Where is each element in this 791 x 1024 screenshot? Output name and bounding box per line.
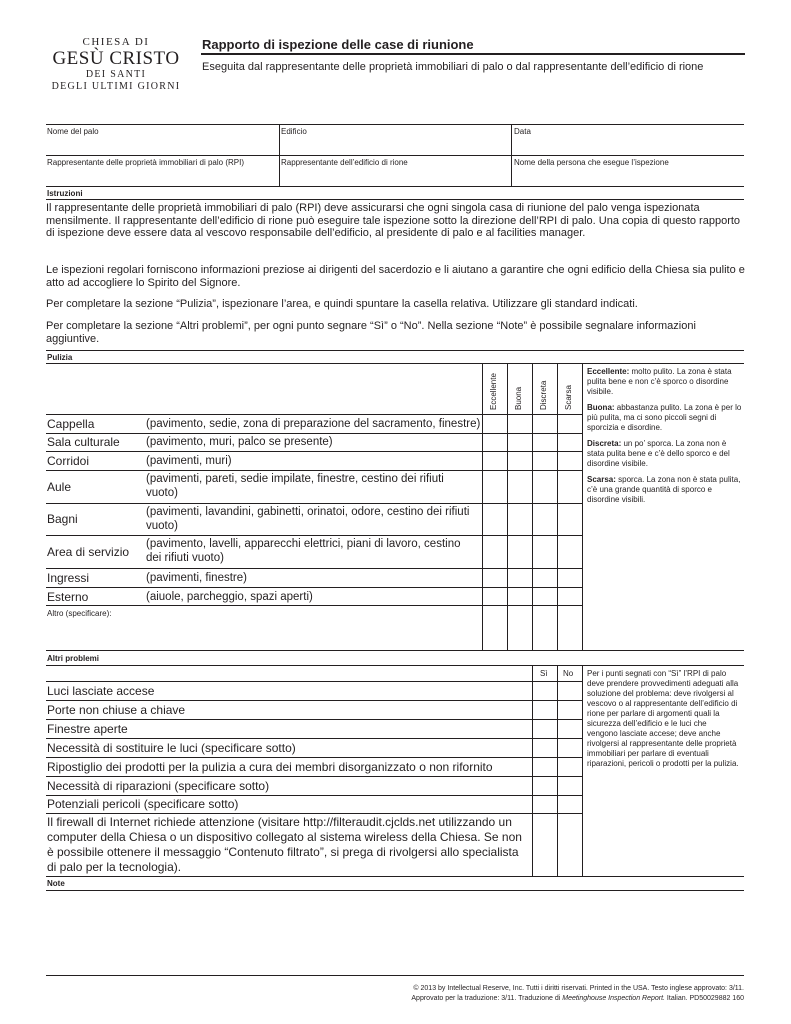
altri-row-rule — [46, 813, 583, 814]
logo-line-4: DEGLI ULTIMI GIORNI — [51, 81, 181, 92]
istruzioni-rule — [46, 199, 744, 200]
pulizia-checkbox[interactable] — [483, 588, 507, 605]
si-checkbox[interactable] — [533, 796, 557, 813]
section-label-istruzioni: Istruzioni — [47, 189, 83, 198]
altri-row-rule — [46, 681, 583, 682]
altri-row-rule — [46, 776, 583, 777]
altri-sostituire-luci: Necessità di sostituire le luci (specificare sotto) — [47, 741, 296, 755]
pulizia-area-sala: Sala culturale — [47, 435, 120, 449]
istruzioni-p1: Il rappresentante delle proprietà immobiliari di palo (RPI) deve assicurarsi che ogni singola casa di riunione del palo venga ispezionata mensilmente. Il rappresentante dell’edificio di rione può eseguire tale ispezione sotto la direzione dell’RPI di palo. Una copia di questo rapporto di ispezione deve essere data al vescovo responsabile dell’edificio, al presidente di palo e al facilities manager. — [46, 202, 741, 239]
si-checkbox[interactable] — [533, 682, 557, 700]
pulizia-desc-sala: (pavimento, muri, palco se presente) — [146, 436, 333, 448]
altri-col-divider-3 — [582, 665, 583, 876]
pulizia-checkbox[interactable] — [533, 569, 557, 587]
pulizia-desc-corridoi: (pavimenti, muri) — [146, 455, 232, 467]
fields-middle-rule — [46, 155, 744, 156]
pulizia-checkbox[interactable] — [483, 606, 507, 650]
pulizia-area-ingressi: Ingressi — [47, 571, 90, 585]
legend-discreta: Discreta: un po’ sporca. La zona non è stata pulita bene e c’è dello sporco e del disordine visibile. — [587, 439, 730, 468]
pulizia-checkbox[interactable] — [558, 434, 582, 451]
field-palo[interactable]: Nome del palo — [47, 127, 99, 136]
pulizia-checkbox[interactable] — [508, 434, 532, 451]
no-checkbox[interactable] — [558, 739, 582, 757]
si-checkbox[interactable] — [533, 777, 557, 795]
pulizia-checkbox[interactable] — [483, 434, 507, 451]
pulizia-top-rule — [46, 350, 744, 351]
pulizia-header-rule — [46, 363, 744, 364]
col-discreta: Discreta — [539, 380, 548, 410]
pulizia-checkbox[interactable] — [508, 569, 532, 587]
istruzioni-p4: Per completare la sezione “Altri problemi”, per ogni punto segnare “Sì” o “No”. Nella sezione “Note” è possibile segnalare informazioni aggiuntive. — [46, 320, 696, 345]
note-area[interactable] — [46, 892, 744, 972]
note-rule — [46, 890, 744, 891]
altri-porte: Porte non chiuse a chiave — [47, 703, 186, 717]
logo-line-3: DEI SANTI — [85, 69, 147, 80]
pulizia-checkbox[interactable] — [558, 536, 582, 568]
pulizia-checkbox[interactable] — [558, 452, 582, 470]
pulizia-checkbox[interactable] — [558, 415, 582, 433]
pulizia-checkbox[interactable] — [558, 569, 582, 587]
pulizia-checkbox[interactable] — [533, 606, 557, 650]
altri-finestre: Finestre aperte — [47, 722, 128, 736]
pulizia-checkbox[interactable] — [533, 504, 557, 535]
altri-row-rule — [46, 795, 583, 796]
pulizia-desc-aule: (pavimenti, pareti, sedie impilate, finestre, cestino dei rifiuti vuoto) — [146, 473, 444, 499]
pulizia-desc-servizio: (pavimento, lavelli, apparecchi elettrici, piani di lavoro, cestino dei rifiuti vuoto) — [146, 538, 461, 564]
section-label-altri: Altri problemi — [47, 654, 100, 663]
pulizia-desc-esterno: (aiuole, parcheggio, spazi aperti) — [146, 591, 313, 603]
altri-row-rule — [46, 719, 583, 720]
pulizia-legend — [587, 367, 744, 511]
pulizia-area-servizio: Area di servizio — [47, 545, 130, 559]
pulizia-altro[interactable]: Altro (specificare): — [47, 609, 112, 618]
col-eccellente: Eccellente — [489, 373, 498, 410]
logo-line-1: CHIESA DI — [82, 36, 150, 48]
pulizia-area-corridoi: Corridoi — [47, 454, 90, 468]
altri-firewall: Il firewall di Internet richiede attenzione (visitare http://filteraudit.cjclds.net utilizzando un computer della Chiesa o un dispositivo collegato al sistema wireless della Chiesa. Se non è possibile ottenere il messaggio “Contenuto filtrato”, si prega di rivolgersi allo specialista di palo per la tecnologia). — [47, 815, 522, 874]
fields-top-rule — [46, 124, 744, 125]
pulizia-col-divider-5 — [582, 363, 583, 650]
pulizia-checkbox[interactable] — [483, 452, 507, 470]
pulizia-area-bagni: Bagni — [47, 512, 78, 526]
pulizia-checkbox[interactable] — [558, 471, 582, 503]
col-no: No — [563, 669, 574, 678]
pulizia-area-cappella: Cappella — [47, 417, 95, 431]
field-rappresentante-rione[interactable]: Rappresentante dell’edificio di rione — [281, 158, 408, 167]
pulizia-checkbox[interactable] — [483, 471, 507, 503]
pulizia-checkbox[interactable] — [533, 415, 557, 433]
pulizia-checkbox[interactable] — [533, 536, 557, 568]
pulizia-checkbox[interactable] — [483, 569, 507, 587]
no-checkbox[interactable] — [558, 720, 582, 738]
pulizia-checkbox[interactable] — [533, 434, 557, 451]
altri-row-rule — [46, 700, 583, 701]
no-checkbox[interactable] — [558, 814, 582, 876]
pulizia-checkbox[interactable] — [558, 588, 582, 605]
istruzioni-p2: Le ispezioni regolari forniscono informazioni preziose ai dirigenti del sacerdozio e li aiutano a garantire che ogni edificio della Chiesa sia pulito e atto ad accogliere lo Spirito del Signore. — [46, 264, 745, 289]
pulizia-checkbox[interactable] — [533, 452, 557, 470]
col-scarsa: Scarsa — [564, 385, 573, 410]
title-rule — [201, 53, 745, 55]
page-subtitle: Eseguita dal rappresentante delle proprietà immobiliari di palo o dal rappresentante dell’edificio di rione — [202, 61, 704, 73]
pulizia-checkbox[interactable] — [508, 471, 532, 503]
pulizia-bottom-rule — [46, 650, 744, 651]
pulizia-area-aule: Aule — [47, 480, 72, 494]
pulizia-checkbox[interactable] — [483, 504, 507, 535]
si-checkbox[interactable] — [533, 720, 557, 738]
pulizia-checkbox[interactable] — [558, 606, 582, 650]
istruzioni-p3: Per completare la sezione “Pulizia”, ispezionare l’area, e quindi spuntare la casella relativa. Utilizzare gli standard indicati. — [46, 298, 638, 310]
pulizia-checkbox[interactable] — [508, 588, 532, 605]
col-si: Sì — [540, 669, 548, 678]
altri-riparazioni: Necessità di riparazioni (specificare sotto) — [47, 779, 270, 793]
footer — [411, 984, 744, 1003]
no-checkbox[interactable] — [558, 758, 582, 776]
page-title: Rapporto di ispezione delle case di riunione — [202, 37, 474, 52]
si-checkbox[interactable] — [533, 701, 557, 719]
altri-side-note: Per i punti segnati con “Sì” l’RPI di palo deve prendere provvedimenti adeguati alla soluzione del problema: deve rivolgersi al vescovo o al rappresentante dell’edificio di rione per parlare di argomenti quali la sicurezza dell’edificio e le luci che vengono lasciate accese; deve anche rivolgersi al rappresentante delle proprietà immobiliari per parlare di eventuali riparazioni, pericoli o prodotti per la pulizia. — [587, 669, 739, 768]
si-checkbox[interactable] — [533, 814, 557, 876]
pulizia-checkbox[interactable] — [533, 588, 557, 605]
pulizia-checkbox[interactable] — [508, 606, 532, 650]
no-checkbox[interactable] — [558, 682, 582, 700]
section-label-pulizia: Pulizia — [47, 353, 73, 362]
altri-header-rule — [46, 665, 744, 666]
pulizia-checkbox[interactable] — [533, 471, 557, 503]
pulizia-area-esterno: Esterno — [47, 590, 89, 604]
pulizia-checkbox[interactable] — [508, 452, 532, 470]
church-logo — [40, 36, 192, 93]
si-checkbox[interactable] — [533, 758, 557, 776]
legend-eccellente: Eccellente: molto pulito. La zona è stata pulita bene e non c’è sporco o disordine visibile. — [587, 367, 732, 396]
no-checkbox[interactable] — [558, 701, 582, 719]
altri-row-rule — [46, 757, 583, 758]
altri-ripostiglio: Ripostiglio dei prodotti per la pulizia a cura dei membri disorganizzato o non rifornito — [47, 760, 493, 774]
no-checkbox[interactable] — [558, 777, 582, 795]
altri-luci-accese: Luci lasciate accese — [47, 684, 155, 698]
altri-row-rule — [46, 738, 583, 739]
footer-line-2: Approvato per la traduzione: 3/11. Traduzione di Meetinghouse Inspection Report. Italian. PD50029882 160 — [411, 994, 744, 1002]
no-checkbox[interactable] — [558, 796, 582, 813]
col-buona: Buona — [514, 386, 523, 410]
si-checkbox[interactable] — [533, 739, 557, 757]
field-data[interactable]: Data — [514, 127, 531, 136]
fields-bottom-rule — [46, 186, 744, 187]
field-rpi[interactable]: Rappresentante delle proprietà immobiliari di palo (RPI) — [47, 158, 244, 167]
field-ispettore[interactable]: Nome della persona che esegue l’ispezione — [514, 158, 669, 167]
pulizia-desc-ingressi: (pavimenti, finestre) — [146, 572, 247, 584]
footer-rule — [46, 975, 744, 976]
legend-scarsa: Scarsa: sporca. La zona non è stata pulita, c’è una grande quantità di sporco e disordine visibili. — [587, 475, 741, 504]
section-label-note: Note — [47, 879, 65, 888]
pulizia-checkbox[interactable] — [558, 504, 582, 535]
altri-pericoli: Potenziali pericoli (specificare sotto) — [47, 797, 239, 811]
logo-line-2: GESÙ CRISTO — [52, 48, 180, 69]
pulizia-checkbox[interactable] — [483, 415, 507, 433]
legend-buona: Buona: abbastanza pulito. La zona è per lo più pulita, ma ci sono piccoli segni di sporcizia e disordine. — [587, 403, 742, 432]
field-edificio[interactable]: Edificio — [281, 127, 307, 136]
pulizia-checkbox[interactable] — [508, 415, 532, 433]
pulizia-checkbox[interactable] — [483, 536, 507, 568]
pulizia-desc-bagni: (pavimenti, lavandini, gabinetti, orinatoi, odore, cestino dei rifiuti vuoto) — [146, 506, 470, 532]
pulizia-desc-cappella: (pavimento, sedie, zona di preparazione del sacramento, finestre) — [146, 418, 481, 430]
footer-line-1: © 2013 by Intellectual Reserve, Inc. Tutti i diritti riservati. Printed in the USA. Testo inglese approvato: 3/11. — [413, 985, 744, 992]
altri-bottom-rule — [46, 876, 744, 877]
pulizia-checkbox[interactable] — [508, 504, 532, 535]
pulizia-checkbox[interactable] — [508, 536, 532, 568]
